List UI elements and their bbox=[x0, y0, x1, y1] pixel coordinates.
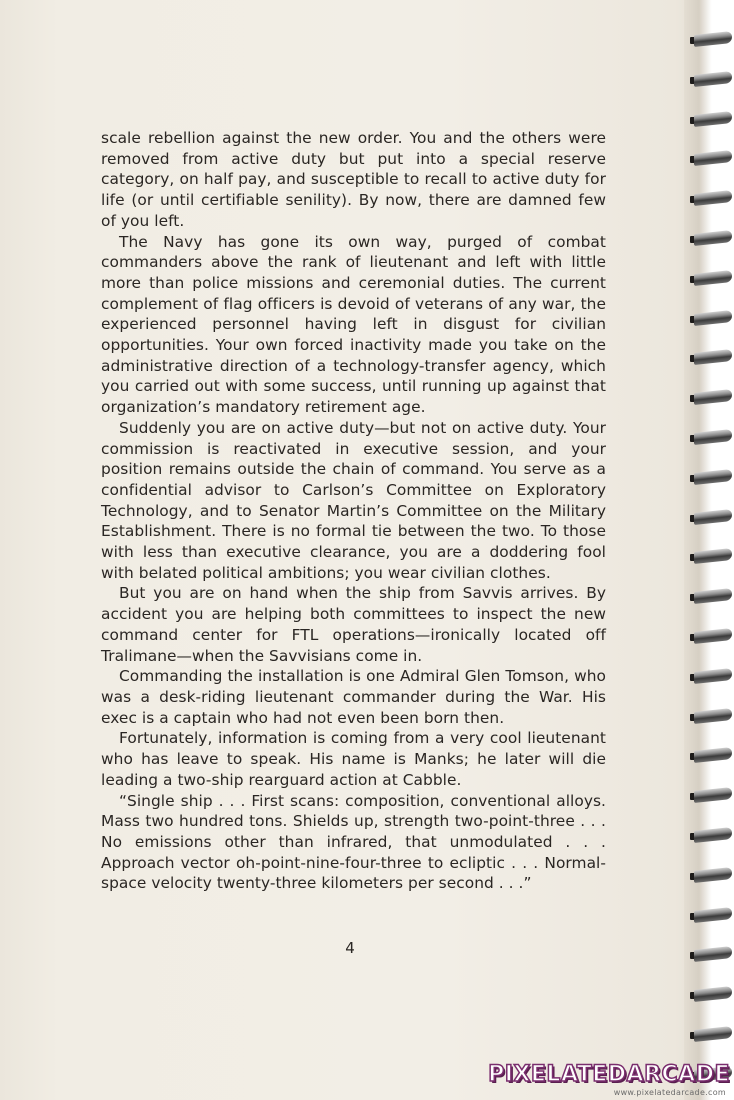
binding-ring bbox=[690, 549, 732, 567]
binding-ring bbox=[690, 828, 732, 846]
paragraph-2: The Navy has gone its own way, purged of combat commanders above the rank of lieutenant and left with little more than police missions and ceremonial duties. The current complement of flag officers is devoid of veterans of any war, the experienced personnel having left in disgust for civilian opportunities. Your own forced inactivity made you take on the administrative direction of a technology-transfer agency, which you carried out with some success, until running up against that organization’s mandatory retirement age. bbox=[101, 232, 606, 417]
binding-ring bbox=[690, 868, 732, 886]
binding-ring bbox=[690, 908, 732, 926]
paragraph-6: Fortunately, information is coming from a very cool lieutenant who has leave to speak. His name is Manks; he later will die leading a two-ship rearguard action at Cabble. bbox=[101, 729, 606, 789]
binding-ring bbox=[690, 987, 732, 1005]
watermark-logo: PIXELATEDARCADE bbox=[488, 1062, 730, 1087]
binding-ring bbox=[690, 1027, 732, 1045]
binding-ring bbox=[690, 72, 732, 90]
binding-ring bbox=[690, 231, 732, 249]
binding-ring bbox=[690, 350, 732, 368]
paragraph-3: Suddenly you are on active duty—but not on active duty. Your commission is reactivated in executive session, and your position remains outside the chain of command. You serve as a confidential advisor to Carlson’s Committee on Exploratory Technology, and to Senator Martin’s Committee on the Military Establishment. There is no formal tie between the two. To those with less than executive clearance, you are a doddering fool with belated political ambitions; you wear civilian clothes. bbox=[101, 418, 606, 582]
binding-ring bbox=[690, 629, 732, 647]
paragraph-4: But you are on hand when the ship from Savvis arrives. By accident you are helping both committees to inspect the new command center for FTL operations—ironically located off Tralimane—when the Savvisians come in. bbox=[101, 584, 606, 665]
page-number: 4 bbox=[345, 939, 355, 957]
paragraph-7: “Single ship . . . First scans: composition, conventional alloys. Mass two hundred tons. Shields up, strength two-point-three . . . No emissions other than infrared, that unmodulated . . . Approach vector oh-point-nine-four-three to ecliptic . . . Normal-space velocity twenty-three kilometers per second . . .” bbox=[101, 791, 606, 893]
binding-ring bbox=[690, 669, 732, 687]
binding-ring bbox=[690, 788, 732, 806]
binding-ring bbox=[690, 709, 732, 727]
body-text bbox=[101, 128, 606, 894]
paragraph-1: scale rebellion against the new order. You and the others were removed from active duty but put into a special reserve category, on half pay, and susceptible to recall to active duty for life (or until certifiable senility). By now, there are damned few of you left. bbox=[101, 129, 606, 230]
binding-ring bbox=[690, 430, 732, 448]
binding-ring bbox=[690, 470, 732, 488]
binding-ring bbox=[690, 191, 732, 209]
binding-ring bbox=[690, 510, 732, 528]
watermark-url: www.pixelatedarcade.com bbox=[613, 1088, 726, 1097]
spiral-binding bbox=[684, 0, 734, 1100]
binding-ring bbox=[690, 311, 732, 329]
binding-ring bbox=[690, 112, 732, 130]
binding-ring bbox=[690, 390, 732, 408]
paragraph-5: Commanding the installation is one Admiral Glen Tomson, who was a desk-riding lieutenant commander during the War. His exec is a captain who had not even been born then. bbox=[101, 667, 606, 727]
binding-ring bbox=[690, 589, 732, 607]
binding-ring bbox=[690, 271, 732, 289]
binding-ring bbox=[690, 947, 732, 965]
binding-ring bbox=[690, 32, 732, 50]
binding-ring bbox=[690, 748, 732, 766]
binding-ring bbox=[690, 151, 732, 169]
